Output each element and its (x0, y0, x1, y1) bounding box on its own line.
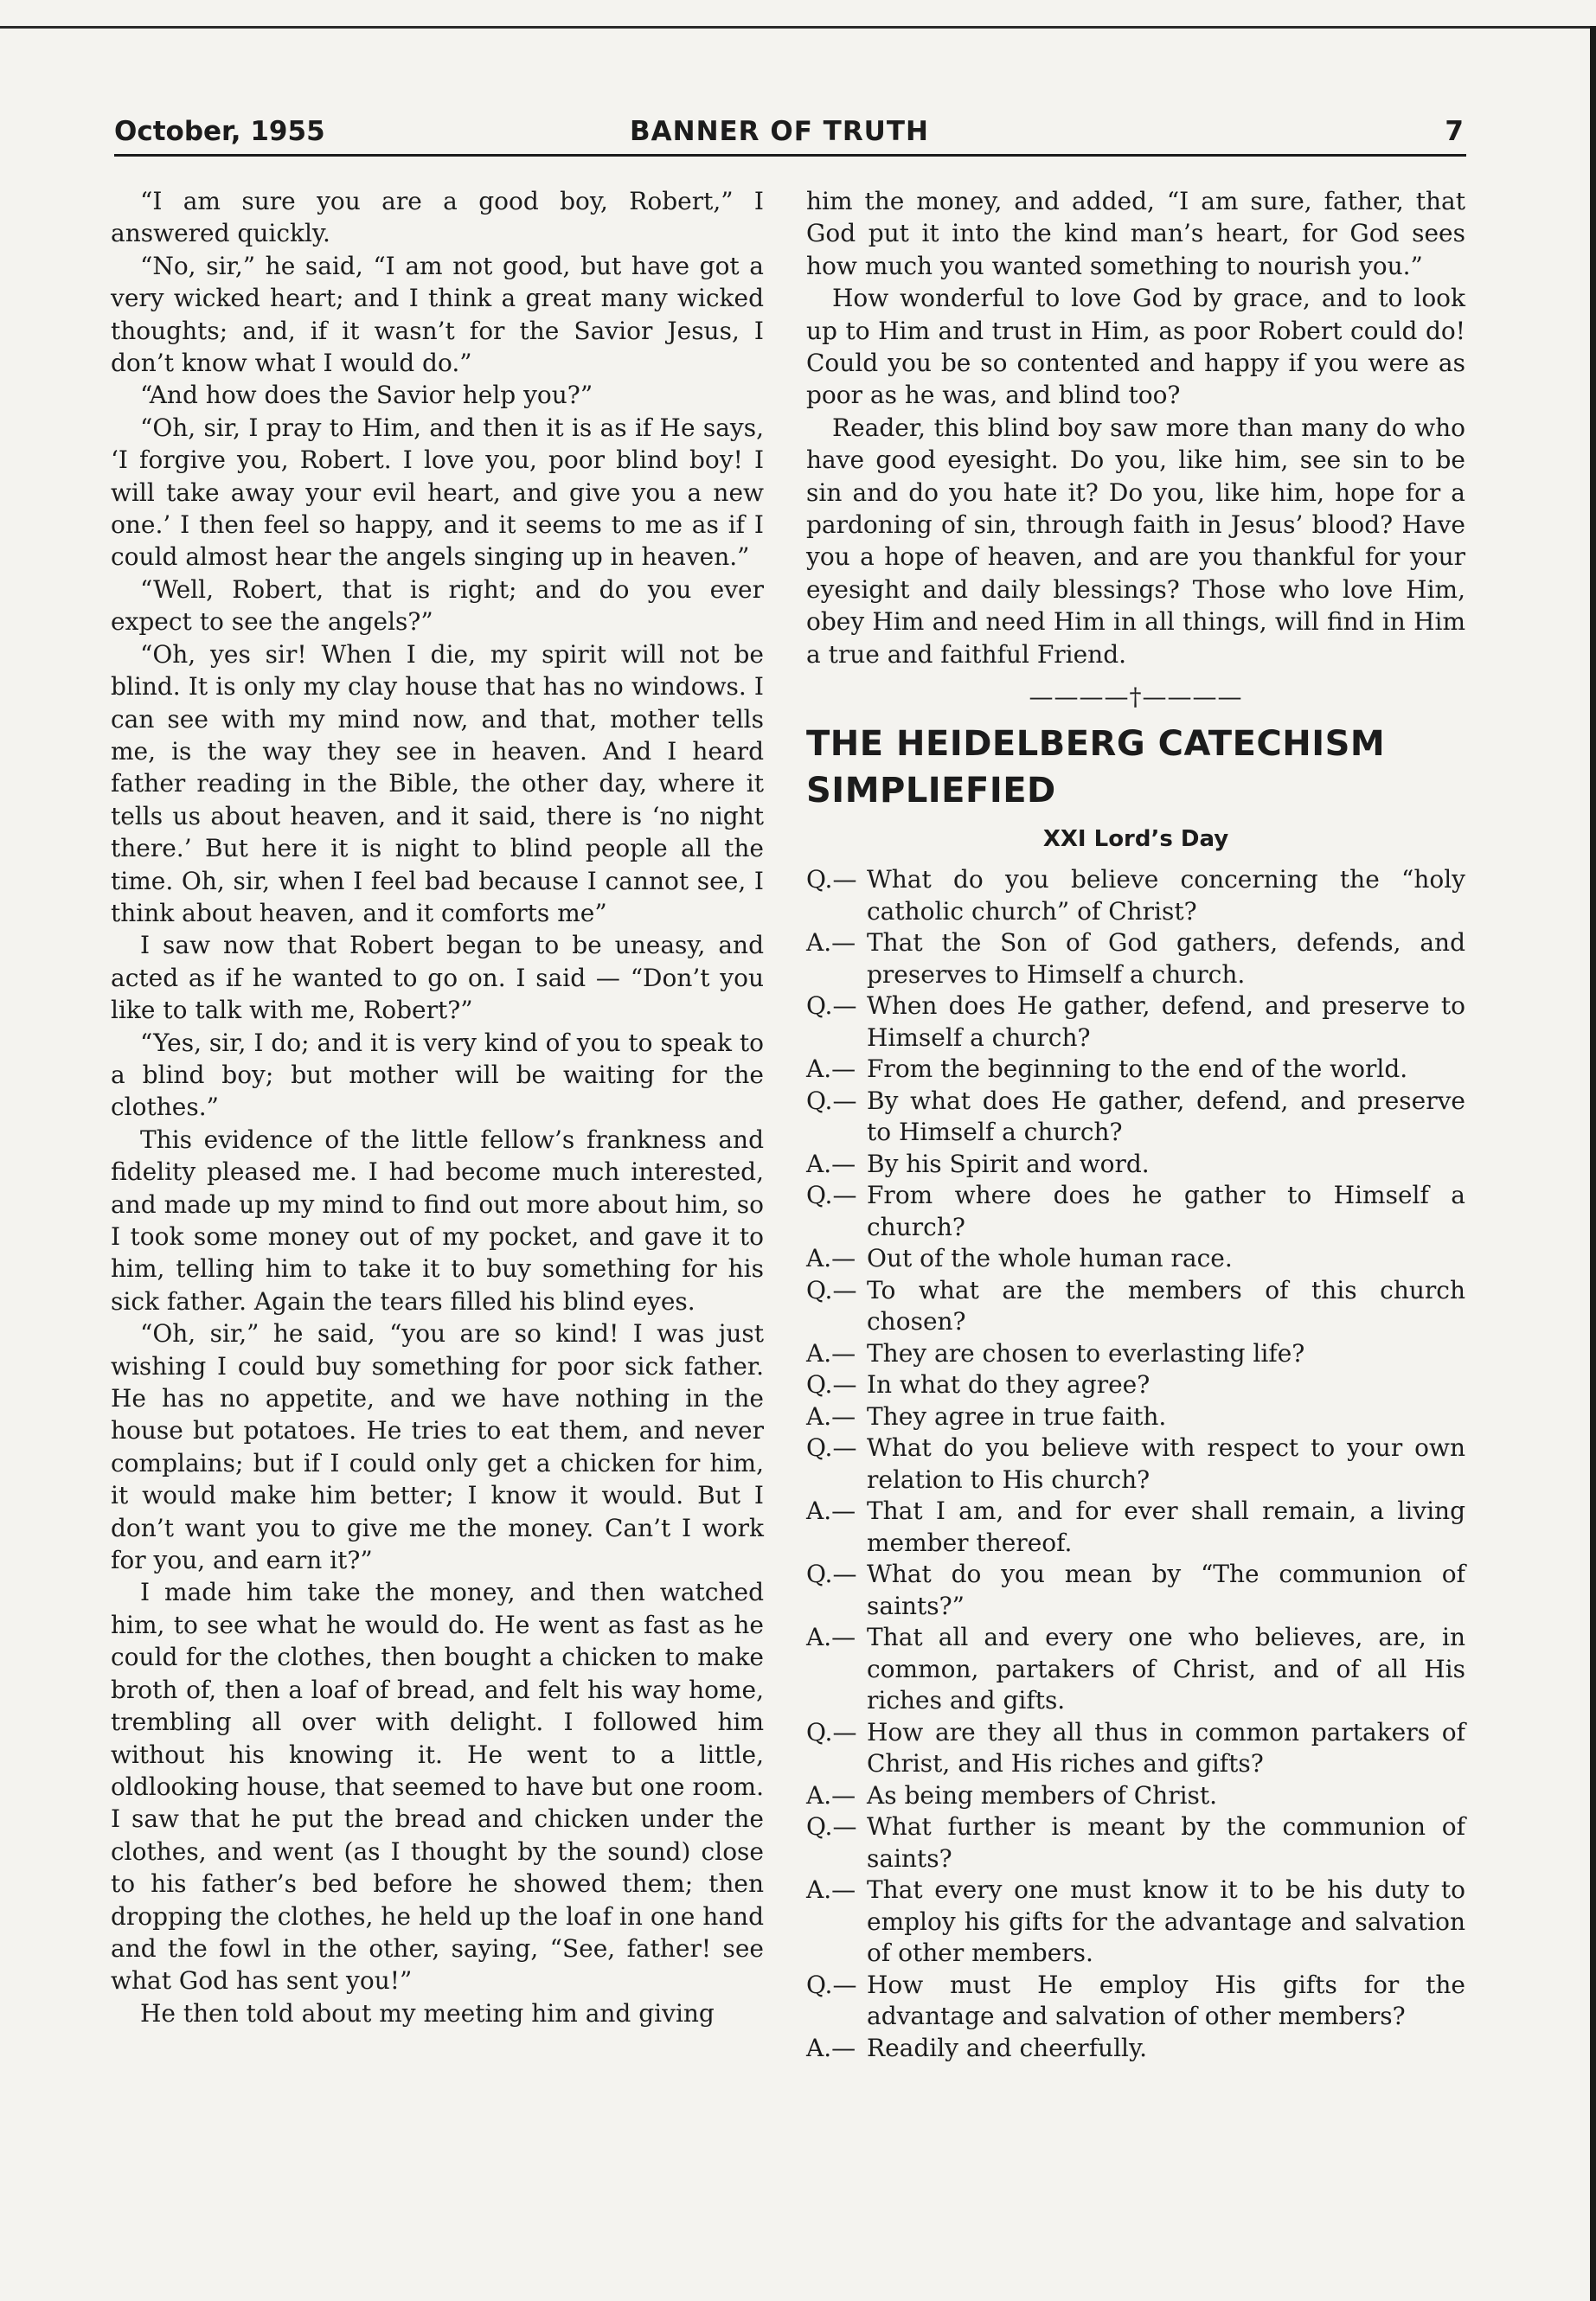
qa-label: Q.— (806, 1970, 857, 1999)
qa-text: That all and every one who believes, are, in common, partakers of Christ, and of all His riches and gifts. (867, 1623, 1465, 1715)
qa-text: How are they all thus in common partakers of Christ, and His riches and gifts? (867, 1717, 1465, 1779)
paragraph: “Yes, sir, I do; and it is very kind of you to speak to a blind boy; but mother will be waiting for the clothes.” (111, 1028, 764, 1122)
qa-item (806, 1180, 1465, 1243)
paragraph: How wonderful to love God by grace, and to look up to Him and trust in Him, as poor Robert could do! Could you be so contented and happy if you were as poor as he was, and blind too? (806, 284, 1465, 410)
qa-item (806, 1559, 1465, 1622)
qa-label: A.— (806, 1149, 856, 1178)
paragraph: him the money, and added, “I am sure, father, that God put it into the kind man’s heart, for God sees how much you wanted something to nourish you.” (806, 187, 1465, 280)
qa-item (806, 1622, 1465, 1717)
qa-text: When does He gather, defend, and preserve to Himself a church? (867, 991, 1465, 1052)
qa-label: Q.— (806, 1812, 857, 1842)
qa-item (806, 1811, 1465, 1875)
qa-item (806, 927, 1465, 990)
qa-text: Out of the whole human race. (867, 1244, 1233, 1273)
qa-item (806, 2033, 1465, 2065)
qa-text: That every one must know it to be his duty to employ his gifts for the advantage and salvation of other members. (867, 1875, 1465, 1968)
catechism-qa-list (806, 864, 1465, 2064)
qa-item (806, 864, 1465, 927)
qa-item (806, 1433, 1465, 1496)
qa-text: How must He employ His gifts for the advantage and salvation of other members? (867, 1970, 1465, 2031)
qa-item (806, 1243, 1465, 1275)
qa-label: Q.— (806, 1433, 857, 1463)
qa-label: A.— (806, 1244, 856, 1273)
qa-label: A.— (806, 928, 856, 958)
qa-label: Q.— (806, 865, 857, 894)
qa-text: What do you mean by “The communion of saints?” (867, 1560, 1465, 1620)
paragraph: He then told about my meeting him and giving (140, 1998, 715, 2028)
qa-text: Readily and cheerfully. (867, 2033, 1147, 2062)
paragraph: “Oh, sir,” he said, “you are so kind! I was just wishing I could buy something for poor sick father. He has no appetite, and we have nothing in the house but potatoes. He tries to eat them, and never complains; but if I could only get a chicken for him, it would make him better; I know it would. But I don’t want you to give me the money. Can’t I work for you, and earn it?” (111, 1319, 764, 1575)
qa-label: A.— (806, 1875, 856, 1905)
qa-label: A.— (806, 1780, 856, 1810)
qa-label: A.— (806, 1338, 856, 1368)
lords-day-subtitle: XXI Lord’s Day (1042, 826, 1229, 853)
qa-text: They are chosen to everlasting life? (867, 1338, 1305, 1368)
qa-label: A.— (806, 1623, 856, 1652)
qa-item (806, 1496, 1465, 1559)
qa-label: A.— (806, 2033, 856, 2062)
qa-item (806, 1970, 1465, 2033)
left-column (111, 185, 764, 2029)
qa-text: What do you believe concerning the “holy catholic church” of Christ? (867, 865, 1465, 926)
qa-label: Q.— (806, 1275, 857, 1304)
qa-label: Q.— (806, 991, 857, 1021)
header-rule (114, 154, 1466, 157)
qa-text: That I am, and for ever shall remain, a living member thereof. (867, 1497, 1465, 1557)
paragraph: “And how does the Savior help you?” (140, 381, 593, 410)
header-publication-title: BANNER OF TRUTH (630, 116, 929, 147)
qa-item (806, 1149, 1465, 1181)
qa-label: Q.— (806, 1717, 857, 1747)
qa-text: From the beginning to the end of the world. (867, 1054, 1408, 1084)
paragraph: “Oh, yes sir! When I die, my spirit will not be blind. It is only my clay house that has no windows. I can see with my mind now, and that, mother tells me, is the way they see in heaven. And I heard father reading in the Bible, the other day, where it tells us about heaven, and it said, there is ‘no night there.’ But here it is night to blind people all the time. Oh, sir, when I feel bad because I cannot see, I think about heaven, and it comforts me” (111, 639, 764, 927)
qa-label: A.— (806, 1054, 856, 1084)
qa-text: They agree in true faith. (867, 1401, 1167, 1431)
section-title: THE HEIDELBERG CATECHISM SIMPLIEFIED (806, 724, 1386, 811)
qa-item (806, 1369, 1465, 1401)
qa-item (806, 1275, 1465, 1338)
qa-text: By his Spirit and word. (867, 1149, 1150, 1178)
header-date: October, 1955 (114, 116, 325, 147)
paragraph: I made him take the money, and then watched him, to see what he would do. He went as fast as he could for the clothes, then bought a chicken to make broth of, then a loaf of bread, and felt his way home, trembling all over with delight. I followed him without his knowing it. He went to a little, oldlooking house, that seemed to have but one room. I saw that he put the bread and chicken under the clothes, and went (as I thought by the sound) close to his father’s bed before he showed them; then dropping the clothes, he held up the loaf in one hand and the fowl in the other, saying, “See, father! see what God has sent you!” (111, 1578, 764, 1996)
qa-item (806, 1717, 1465, 1780)
paragraph: “No, sir,” he said, “I am not good, but have got a very wicked heart; and I think a great many wicked thoughts; and, if it wasn’t for the Savior Jesus, I don’t know what I would do.” (111, 251, 764, 378)
running-header (114, 116, 1464, 157)
paragraph: I saw now that Robert began to be uneasy, and acted as if he wanted to go on. I said — “Don’t you like to talk with me, Robert?” (111, 931, 764, 1025)
right-column (806, 185, 1465, 2064)
right-page-edge (1590, 26, 1596, 2301)
qa-text: In what do they agree? (867, 1370, 1151, 1400)
paragraph: “Well, Robert, that is right; and do you ever expect to see the angels?” (111, 574, 764, 637)
qa-label: Q.— (806, 1086, 857, 1115)
header-page-number: 7 (1445, 116, 1464, 147)
section-divider: ————†———— (1029, 683, 1243, 712)
qa-text: By what does He gather, defend, and preserve to Himself a church? (867, 1086, 1465, 1147)
qa-label: A.— (806, 1401, 856, 1431)
qa-label: A.— (806, 1497, 856, 1526)
paragraph: Reader, this blind boy saw more than many do who have good eyesight. Do you, like him, see sin to be sin and do you hate it? Do you, like him, hope for a pardoning of sin, through faith in Jesus’ blood? Have you a hope of heaven, and are you thankful for your eyesight and daily blessings? Those who love Him, obey Him and need Him in all things, will find in Him a true and faithful Friend. (806, 413, 1465, 669)
qa-item (806, 1401, 1465, 1433)
qa-item (806, 1875, 1465, 1970)
qa-text: What further is meant by the communion of saints? (867, 1812, 1465, 1873)
qa-item (806, 1338, 1465, 1370)
qa-text: From where does he gather to Himself a church? (867, 1181, 1465, 1241)
qa-label: Q.— (806, 1560, 857, 1589)
qa-label: Q.— (806, 1370, 857, 1400)
qa-item (806, 1086, 1465, 1149)
paragraph: “Oh, sir, I pray to Him, and then it is as if He says, ‘I forgive you, Robert. I love you, poor blind boy! I will take away your evil heart, and give you a new one.’ I then feel so happy, and it seems to me as if I could almost hear the angels singing up in heaven.” (111, 413, 764, 572)
top-border-rule (0, 26, 1596, 29)
paragraph: This evidence of the little fellow’s frankness and fidelity pleased me. I had become much interested, and made up my mind to find out more about him, so I took some money out of my pocket, and gave it to him, telling him to take it to buy something for his sick father. Again the tears filled his blind eyes. (111, 1125, 764, 1316)
qa-text: To what are the members of this church chosen? (867, 1275, 1465, 1336)
qa-text: As being members of Christ. (867, 1780, 1218, 1810)
qa-item (806, 990, 1465, 1054)
paragraph: “I am sure you are a good boy, Robert,” I answered quickly. (111, 187, 764, 248)
qa-text: That the Son of God gathers, defends, and preserves to Himself a church. (867, 928, 1465, 989)
qa-label: Q.— (806, 1181, 857, 1210)
qa-text: What do you believe with respect to your own relation to His church? (867, 1433, 1465, 1494)
qa-item (806, 1054, 1465, 1086)
qa-item (806, 1780, 1465, 1812)
